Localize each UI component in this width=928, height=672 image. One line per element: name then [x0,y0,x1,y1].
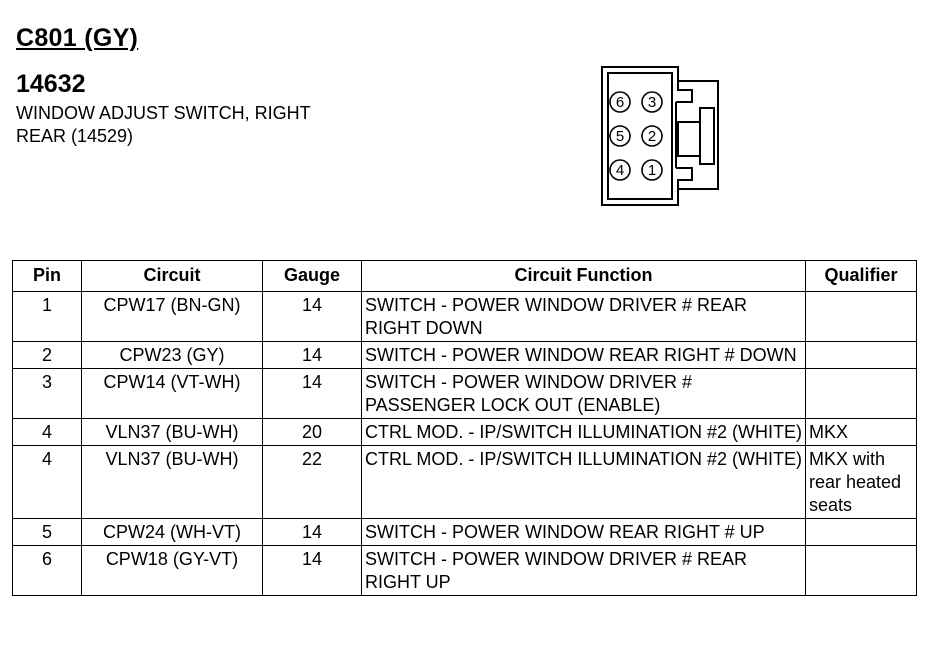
component-description: WINDOW ADJUST SWITCH, RIGHT REAR (14529) [16,103,311,146]
cell-pin: 1 [13,292,82,342]
cell-circuit: CPW17 (BN-GN) [82,292,263,342]
cell-gauge: 14 [263,342,362,369]
cell-pin: 2 [13,342,82,369]
connector-latch-bottom [676,168,692,189]
table-row [13,519,917,546]
cell-gauge: 14 [263,292,362,342]
cell-circuit-function: SWITCH - POWER WINDOW DRIVER # PASSENGER LOCK OUT (ENABLE) [362,369,806,419]
cell-pin: 4 [13,446,82,519]
cell-pin: 5 [13,519,82,546]
pin-label-6: 6 [615,94,625,111]
cell-circuit: CPW24 (WH-VT) [82,519,263,546]
cell-circuit: VLN37 (BU-WH) [82,446,263,519]
cell-circuit-function: SWITCH - POWER WINDOW DRIVER # REAR RIGHT UP [362,546,806,596]
pin-label-3: 3 [647,94,657,111]
header-qualifier: Qualifier [806,261,917,292]
connector-latch-top [676,81,692,102]
table-row [13,292,917,342]
connector-face-diagram [596,64,736,212]
connector-id: C801 (GY) [16,24,139,52]
cell-qualifier [806,342,917,369]
pin-label-1: 1 [647,162,657,179]
cell-gauge: 20 [263,419,362,446]
cell-qualifier: MKX with rear heated seats [806,446,917,519]
cell-pin: 4 [13,419,82,446]
table-row [13,546,917,596]
table-row [13,446,917,519]
cell-pin: 6 [13,546,82,596]
cell-gauge: 14 [263,369,362,419]
pin-label-2: 2 [647,128,657,145]
cell-gauge: 22 [263,446,362,519]
cell-qualifier [806,292,917,342]
cell-circuit-function: SWITCH - POWER WINDOW REAR RIGHT # DOWN [362,342,806,369]
cell-circuit-function: CTRL MOD. - IP/SWITCH ILLUMINATION #2 (WHITE) [362,419,806,446]
header-circuit-function: Circuit Function [362,261,806,292]
table-header-row [13,261,917,292]
cell-gauge: 14 [263,546,362,596]
cell-qualifier [806,369,917,419]
pin-label-4: 4 [615,162,625,179]
cell-circuit: CPW23 (GY) [82,342,263,369]
cell-circuit: CPW14 (VT-WH) [82,369,263,419]
table-row [13,419,917,446]
cell-pin: 3 [13,369,82,419]
cell-circuit-function: SWITCH - POWER WINDOW REAR RIGHT # UP [362,519,806,546]
table-row [13,342,917,369]
pinout-table [12,260,917,596]
header-gauge: Gauge [263,261,362,292]
pin-label-5: 5 [615,128,625,145]
connector-lock-tab [678,122,700,156]
cell-qualifier: MKX [806,419,917,446]
header-circuit: Circuit [82,261,263,292]
cell-circuit: CPW18 (GY-VT) [82,546,263,596]
cell-gauge: 14 [263,519,362,546]
cell-qualifier [806,519,917,546]
part-number: 14632 [16,70,86,98]
cell-circuit-function: SWITCH - POWER WINDOW DRIVER # REAR RIGHT DOWN [362,292,806,342]
cell-qualifier [806,546,917,596]
cell-circuit: VLN37 (BU-WH) [82,419,263,446]
cell-circuit-function: CTRL MOD. - IP/SWITCH ILLUMINATION #2 (WHITE) [362,446,806,519]
header-pin: Pin [13,261,82,292]
table-row [13,369,917,419]
connector-slide-bar [700,108,714,164]
